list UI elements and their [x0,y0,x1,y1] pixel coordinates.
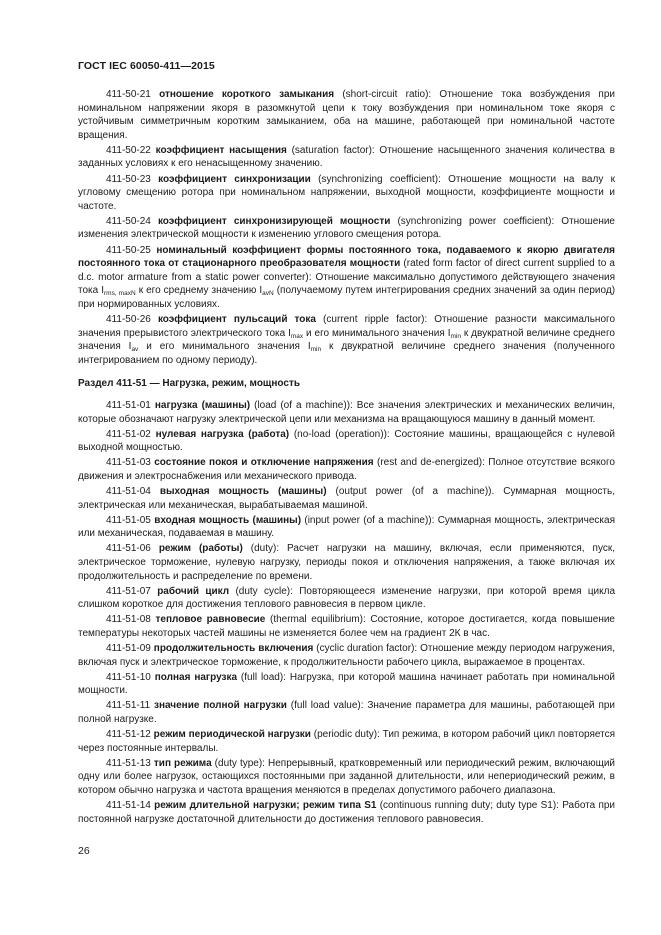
term-entry [78,399,615,426]
entry-term: рабочий цикл [157,585,230,597]
entries-list-411-51 [78,399,615,826]
entry-number: 411-51-12 [106,729,151,741]
term-entry [78,514,615,541]
entry-number: 411-50-25 [106,244,151,256]
term-entry [78,173,615,214]
entry-definition: (saturation factor): Отношение насыщенного значения количества в заданных условиях к его ненасыщенному значению. [78,144,615,170]
entry-term: коэффициент синхронизирующей мощности [157,215,391,227]
entry-definition: (synchronizing coefficient): Отношение мощности на валу к угловому смещению ротора при номинальном напряжении, выходной мощности, коэффициенте мощности и частоте. [78,173,615,212]
entry-definition: (full load value): Значение параметра для машины, работающей при полной нагрузке. [78,700,616,726]
entry-definition: (full load): Нагрузка, при которой машина начинает работать при номинальной мощности. [78,671,615,697]
term-entry [78,88,615,142]
term-entry [78,642,615,669]
term-entry [78,757,615,798]
entry-definition: (rest and de-energized): Полное отсутствие всякого движения и электроснабжения или механического привода. [78,457,615,482]
entry-term: состояние покоя и отключение напряжения [154,457,374,469]
term-entry [78,585,615,612]
term-entry [78,313,615,367]
term-entry [78,144,615,171]
entry-number: 411-50-24 [106,215,151,227]
document-header: ГОСТ IEC 60050-411—2015 [78,60,215,72]
entry-term: полная нагрузка [154,671,238,683]
document-body [78,88,615,828]
entry-number: 411-50-23 [106,173,151,185]
entry-number: 411-51-11 [106,700,151,712]
entry-definition: (short-circuit ratio): Отношение тока возбуждения при номинальном напряжении якоря в разомкнутой цепи к току возбуждения при номинальном токе якоря с устойчивым симметричным коротким замыканием, оба на машине, работающей при номинальной частоте вращения. [78,89,615,141]
term-entry [78,799,615,826]
entry-number: 411-51-13 [106,757,151,769]
entry-number: 411-50-26 [106,314,151,325]
term-entry [78,428,615,455]
entry-number: 411-50-22 [106,144,151,156]
entry-term: режим длительной нагрузки; режим типа S1 [154,800,377,812]
term-entry [78,699,615,726]
entry-definition: (output power (of a machine)). Суммарная мощность, электрическая или механическая, вырабатываемая машиной. [78,486,615,511]
entry-number: 411-51-07 [106,585,151,597]
term-entry [78,671,615,698]
entry-term: нагрузка (машины) [154,399,251,411]
entry-term: режим периодической нагрузки [153,729,311,741]
entry-term: значение полной нагрузки [153,700,287,712]
entry-number: 411-51-09 [106,643,151,655]
entry-term: выходная мощность (машины) [159,486,327,498]
entry-definition: (thermal equilibrium): Состояние, которое достигается, когда повышение температуры некоторых частей машины не изменяется более чем на градиент 2К в час. [78,614,615,639]
entry-definition: (duty type): Непрерывный, кратковременный или периодический режим, включающий одну или более нагрузок, остающихся постоянными при заданной длительности, или непериодический режим, в котором обычно нагрузка и частота вращения меняются в пределах допустимого рабочего диапазона. [78,757,616,796]
entry-term: коэффициент насыщения [155,144,287,156]
term-entry [78,728,615,755]
page-number: 26 [78,845,90,857]
entry-definition: (load (of a machine)): Все значения электрических и механических величин, которые обозначают нагрузку электрической цепи или механизма на вращающуюся машину в данный момент. [78,399,616,425]
entry-number: 411-51-14 [106,800,151,812]
entry-definition: (periodic duty): Тип режима, в котором рабочий цикл повторяется через постоянные интервалы. [78,729,616,754]
entry-number: 411-50-21 [106,89,151,100]
entry-definition: (current ripple factor): Отношение разности максимального значения прерывистого электрического тока $I_{max}$ и его минимального значения $I_{min}$ к двукратной величине среднего значения $I_{av}$ и его минимального значения $I_{min}$ к двукратной величине среднего значения (полученного интегрированием по одному периоду). [78,314,616,366]
entry-number: 411-51-04 [106,486,151,498]
entry-term: отношение короткого замыкания [159,89,335,100]
entry-term: продолжительность включения [153,643,314,655]
term-entry [78,542,615,583]
term-entry [78,613,615,640]
entry-term: режим (работы) [158,543,243,555]
entry-definition: (cyclic duration factor): Отношение между периодом нагружения, включая пуск и электрическое торможение, к продолжительности рабочего цикла, выражаемое в процентах. [78,643,615,668]
entry-term: тип режима [153,757,212,769]
entry-number: 411-51-01 [106,399,151,411]
entry-definition: (no-load (operation)): Состояние машины, вращающейся с нулевой выходной мощностью. [78,428,615,454]
entry-number: 411-51-08 [106,614,151,626]
entry-number: 411-51-10 [106,671,151,683]
entry-number: 411-51-02 [106,428,151,440]
entry-definition: (synchronizing power coefficient): Отношение изменения электрической мощности к изменению углового смещения ротора. [78,215,615,241]
entry-number: 411-51-03 [106,457,151,469]
entry-term: входная мощность (машины) [154,514,302,526]
entry-term: коэффициент синхронизации [158,173,311,185]
entry-definition: (continuous running duty; duty type S1): Работа при постоянной нагрузке достаточной длительности до достижения теплового равновесия. [78,800,616,825]
entry-definition: (duty): Расчет нагрузки на машину, включая, если применяются, пуск, электрическое торможение, нулевую нагрузку, периоды покоя и отключения напряжения, а также включая их продолжительность и распределение по времени. [78,543,615,582]
entries-list-411-50 [78,88,615,242]
entry-term: нулевая нагрузка (работа) [155,428,290,440]
entry-definition: (rated form factor of direct current supplied to a d.c. motor armature from a static power converter): Отношение максимально допустимого действующего значения тока $I_{rms, maxN}$ к его среднему значению $I_{avN}$ (получаемому путем интегрирования средних значений за один период) при нормированных условиях. [78,258,616,310]
entry-number: 411-51-05 [106,514,151,526]
term-entry [78,456,615,483]
entry-term: коэффициент пульсаций тока [157,314,316,325]
term-entry [78,244,615,312]
term-entry [78,215,615,242]
entry-term: номинальный коэффициент формы постоянного тока, подаваемого к якорю двигателя постоянного тока от стационарного преобразователя мощности [78,244,616,270]
section-heading: Раздел 411-51 — Нагрузка, режим, мощность [78,378,300,390]
term-entry [78,485,615,512]
entry-number: 411-51-06 [106,543,151,555]
entry-term: тепловое равновесие [155,614,266,626]
entry-definition: (input power (of a machine)): Суммарная мощность, электрическая или механическая, подаваемая в машину. [78,514,615,540]
entry-definition: (duty cycle): Повторяющееся изменение нагрузки, при которой время цикла слишком короткое для достижения теплового равновесия в первом цикле. [78,585,616,611]
